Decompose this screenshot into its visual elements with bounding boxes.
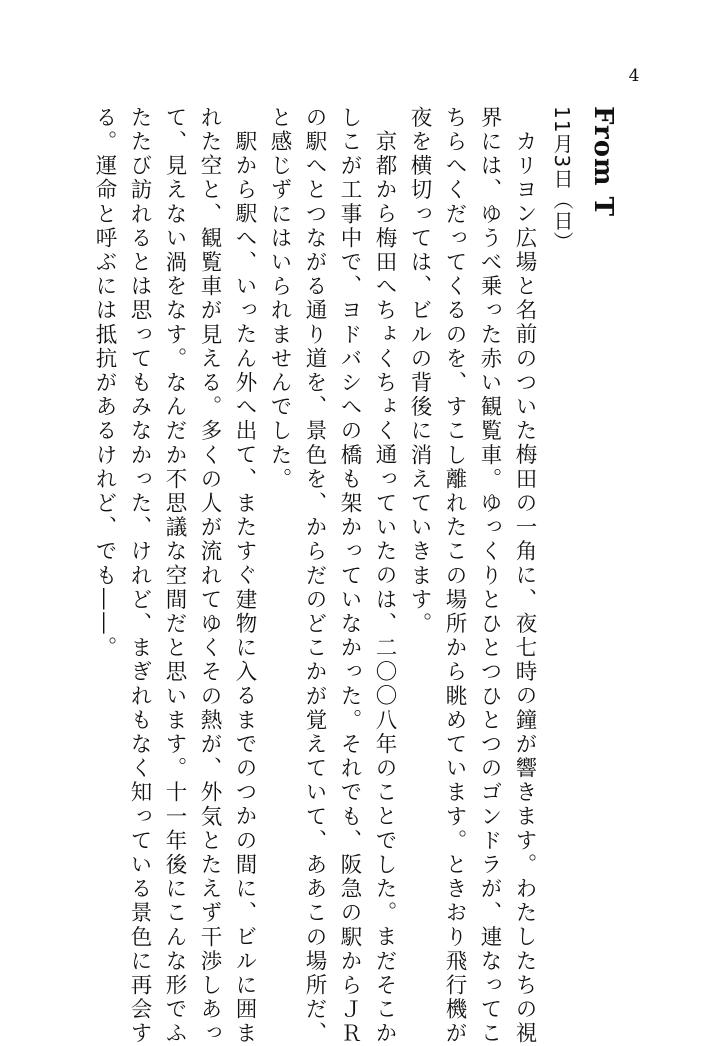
- paragraph-1: [402, 106, 542, 1046]
- text-line: る。運命と呼ぶには抵抗があるけれど、でも――。: [92, 106, 117, 661]
- vertical-text-body: [87, 106, 624, 1046]
- text-line: たたび訪れるとは思ってもみなかった、けれど、まぎれもなく知っている景色に再会す: [127, 106, 152, 1046]
- text-line: カリヨン広場と名前のついた梅田の一角に、夜七時の鐘が響きます。わたしたちの視: [512, 130, 537, 1046]
- paragraph-3: [87, 106, 262, 1046]
- text-line: 界には、ゆうべ乗った赤い観覧車。ゆっくりとひとつひとつのゴンドラが、連なってこ: [477, 106, 502, 1046]
- text-line: しこが工事中で、ヨドバシへの橋も架かっていなかった。それでも、阪急の駅からＪＲ: [337, 106, 362, 1046]
- paragraph-2: [262, 106, 402, 1046]
- text-line: 夜を横切っては、ビルの背後に消えていきます。: [407, 106, 432, 637]
- text-line: ちらへくだってくるのを、すこし離れたこの場所から眺めています。ときおり飛行機が: [442, 106, 467, 1046]
- text-line: 京都から梅田へちょくちょく通っていたのは、二〇〇八年のことでした。まだそこか: [372, 130, 397, 1046]
- section-title: From T: [588, 106, 618, 217]
- text-line: 駅から駅へ、いったん外へ出て、またすぐ建物に入るまでのつかの間に、ビルに囲ま: [232, 130, 257, 1046]
- text-line: の駅へとつながる通り道を、景色を、からだのどこかが覚えていて、ああこの場所だ、: [302, 106, 327, 1046]
- page-number: 4: [628, 66, 640, 86]
- section-date: 11月3日（日）: [550, 106, 574, 253]
- text-line: て、見えない渦をなす。なんだか不思議な空間だと思います。十一年後にこんな形でふ: [162, 106, 187, 1046]
- text-line: と感じずにはいられませんでした。: [267, 106, 292, 492]
- text-line: れた空と、観覧車が見える。多くの人が流れてゆくその熱が、外気とたえず干渉しあっ: [197, 106, 222, 1046]
